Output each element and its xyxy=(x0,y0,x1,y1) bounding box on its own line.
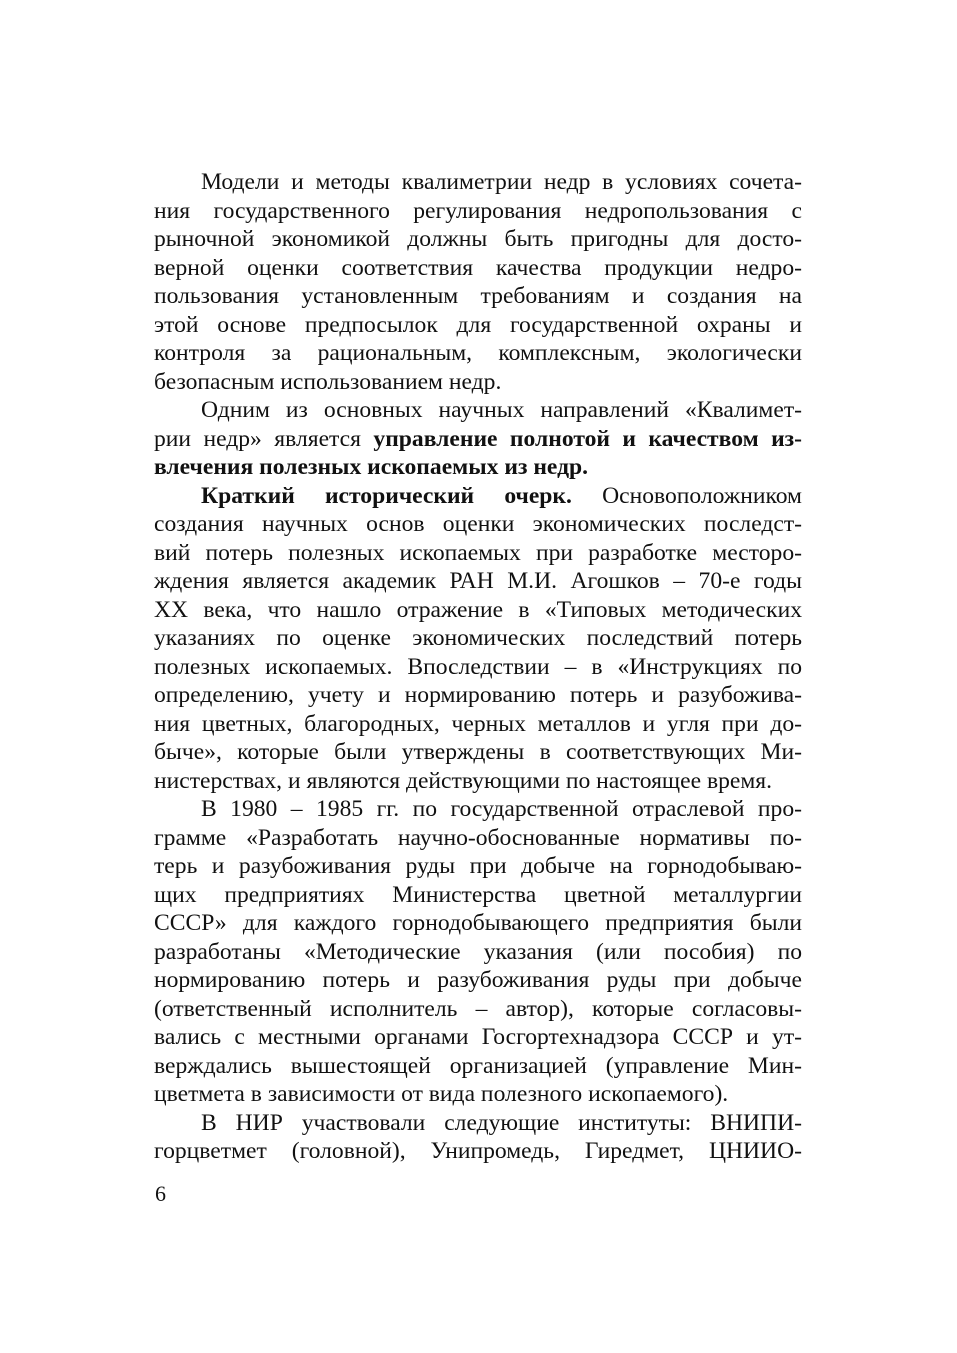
text-line xyxy=(154,510,802,539)
text-line xyxy=(154,966,802,995)
text-line xyxy=(154,197,802,226)
text-run: пользования установленным требованиям и создания на xyxy=(154,283,802,309)
page-number: 6 xyxy=(155,1181,166,1206)
paragraph xyxy=(154,1109,802,1166)
text-run: щих предприятиях Министерства цветной металлургии xyxy=(154,881,802,908)
text-line xyxy=(154,881,802,910)
text-line xyxy=(154,995,802,1024)
text-line xyxy=(154,596,802,625)
text-line xyxy=(154,425,802,454)
text-run: рыночной экономикой должны быть пригодны для досто- xyxy=(154,226,802,252)
text-line xyxy=(154,1080,802,1109)
text-line xyxy=(154,339,802,368)
text-line xyxy=(154,681,802,710)
text-run: безопасным использованием недр. xyxy=(154,368,502,395)
text-run: СССР» для каждого горнодобывающего предприятия были xyxy=(154,910,802,936)
text-line xyxy=(154,738,802,767)
text-run: (ответственный исполнитель – автор), которые согласовы- xyxy=(154,995,802,1022)
text-run: верждались вышестоящей организацией (управление Мин- xyxy=(154,1052,802,1079)
text-line xyxy=(154,824,802,853)
text-run: контроля за рациональным, комплексным, экологически xyxy=(154,340,802,366)
text-run: грамме «Разработать научно-обоснованные нормативы по- xyxy=(154,824,802,851)
text-line xyxy=(154,539,802,568)
text-run: нормированию потерь и разубоживания руды при добыче xyxy=(154,967,802,993)
text-run: вались с местными органами Госгортехнадзора СССР и ут- xyxy=(154,1024,802,1050)
text-run: полезных ископаемых. Впоследствии – в «Инструкциях по xyxy=(154,653,802,680)
text-run: этой основе предпосылок для государственной охраны и xyxy=(154,311,802,338)
paragraph xyxy=(154,396,802,482)
text-run: определению, учету и нормированию потерь и разубожива- xyxy=(154,682,802,708)
text-run: ния цветных, благородных, черных металлов и угля при до- xyxy=(154,710,802,737)
text-line xyxy=(154,168,802,197)
text-line xyxy=(154,767,802,796)
text-line xyxy=(154,567,802,596)
text-line xyxy=(154,624,802,653)
text-line xyxy=(154,1052,802,1081)
text-line xyxy=(154,795,802,824)
text-run: ния государственного регулирования недропользования с xyxy=(154,197,802,224)
text-run: верной оценки соответствия качества продукции недро- xyxy=(154,254,802,281)
text-line xyxy=(154,852,802,881)
text-line xyxy=(154,1023,802,1052)
text-run: вий потерь полезных ископаемых при разработке месторо- xyxy=(154,539,802,566)
text-line xyxy=(154,368,802,397)
text-line xyxy=(154,282,802,311)
text-run: Одним из основных научных направлений «Квалимет- xyxy=(201,397,802,423)
text-line xyxy=(154,1109,802,1138)
text-run: цветмета в зависимости от вида полезного ископаемого). xyxy=(154,1081,729,1107)
page-body-text xyxy=(154,168,802,1166)
text-run: разработаны «Методические указания (или пособия) по xyxy=(154,938,802,965)
text-run: В НИР участвовали следующие институты: ВНИПИ- xyxy=(201,1109,802,1136)
text-line xyxy=(154,653,802,682)
text-run: XX века, что нашло отражение в «Типовых методических xyxy=(154,596,802,623)
text-run: создания научных основ оценки экономических последст- xyxy=(154,511,802,537)
bold-text: управление полнотой и качеством из- xyxy=(373,425,802,452)
text-run: горцветмет (головной), Унипромедь, Гиредмет, ЦНИИО- xyxy=(154,1138,802,1164)
text-line xyxy=(154,938,802,967)
text-run: быче», которые были утверждены в соответствующих Ми- xyxy=(154,739,802,765)
text-line xyxy=(154,396,802,425)
text-run: ждения является академик РАН М.И. Агошков – 70-е годы xyxy=(154,568,802,594)
text-run: указаниях по оценке экономических последствий потерь xyxy=(154,625,802,651)
paragraph xyxy=(154,168,802,396)
text-line xyxy=(154,909,802,938)
text-line xyxy=(154,311,802,340)
text-line xyxy=(154,710,802,739)
bold-text: Краткий исторический очерк. xyxy=(201,482,572,509)
text-run: Основоположником xyxy=(571,482,802,509)
text-line xyxy=(154,1137,802,1166)
paragraph xyxy=(154,482,802,796)
bold-text: влечения полезных ископаемых из недр. xyxy=(154,454,589,480)
text-line xyxy=(154,453,802,482)
text-run: В 1980 – 1985 гг. по государственной отраслевой про- xyxy=(201,796,802,822)
text-line xyxy=(154,254,802,283)
paragraph xyxy=(154,795,802,1109)
text-run: рии недр» является xyxy=(154,425,374,452)
text-run: терь и разубоживания руды при добыче на горнодобываю- xyxy=(154,853,802,879)
text-line xyxy=(154,225,802,254)
text-line xyxy=(154,482,802,511)
text-run: нистерствах, и являются действующими по настоящее время. xyxy=(154,767,773,794)
text-run: Модели и методы квалиметрии недр в условиях сочета- xyxy=(201,169,802,195)
